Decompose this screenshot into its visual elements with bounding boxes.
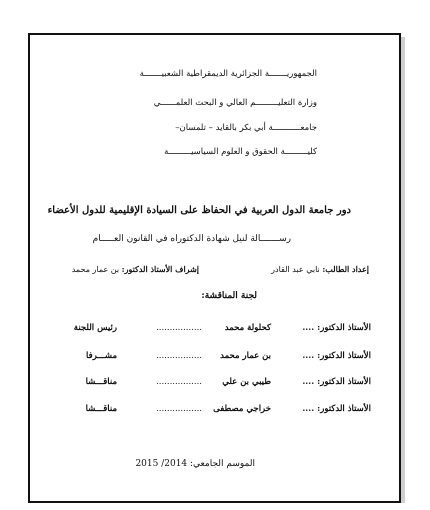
committee-member-row	[30, 323, 399, 335]
committee-member-row	[30, 377, 399, 389]
thesis-title: دور جامعة الدول العربية في الحفاظ على السيادة الإقليمية للدول الأعضاء	[47, 205, 351, 216]
member-name: بن عمار محمد	[220, 351, 271, 361]
committee-member-row	[30, 351, 399, 363]
member-title: الأستاذ الدكتور: ....	[302, 351, 371, 361]
member-dots: .................	[156, 323, 202, 333]
member-role: مناقـــشا	[85, 377, 117, 387]
member-dots: .................	[156, 404, 202, 414]
ministry-line: وزارة التعليـــــــــم العالي و البحث العلمــــــي	[153, 98, 317, 108]
author-name: نابي عبد القادر	[271, 265, 320, 274]
member-name: كحلولة محمد	[224, 323, 271, 333]
document-page	[28, 33, 401, 503]
faculty-line: كليـــــــــة الحقوق و العلوم السياسيـــــــــة	[164, 147, 317, 157]
academic-year: الموسم الجامعي: 2014/ 2015	[135, 459, 255, 469]
supervisor-name: بن عمار محمد	[71, 265, 120, 274]
committee-member-row	[30, 404, 399, 416]
supervisor-line	[72, 264, 199, 274]
member-role: رئيس اللجنة	[73, 323, 117, 333]
author-line	[271, 264, 369, 274]
committee-heading: لجنة المناقشة:	[201, 291, 257, 301]
member-name: خراجي مصطفى	[213, 404, 271, 414]
member-title: الأستاذ الدكتور: ....	[302, 377, 371, 387]
member-role: مناقـــشا	[85, 404, 117, 414]
republic-line: الجمهوريـــــــة الجزائرية الديمقراطية الشعبيـــــــة	[139, 69, 317, 79]
member-title: الأستاذ الدكتور: ....	[302, 323, 371, 333]
university-line: جامعـــــــــــة أبي بكر بالقايد – تلمسان–	[175, 123, 317, 133]
author-label: إعداد الطالب:	[322, 264, 369, 274]
member-name: طيبي بن علي	[222, 377, 271, 387]
member-role: مشـــرفا	[86, 351, 117, 361]
member-title: الأستاذ الدكتور: ....	[302, 404, 371, 414]
member-dots: .................	[156, 351, 202, 361]
member-dots: .................	[156, 377, 202, 387]
supervisor-label: إشراف الأستاذ الدكتور:	[121, 264, 199, 274]
thesis-subtitle: رســـــــالة لنيل شهادة الدكتوراه في القانون العـــــام	[92, 234, 291, 244]
